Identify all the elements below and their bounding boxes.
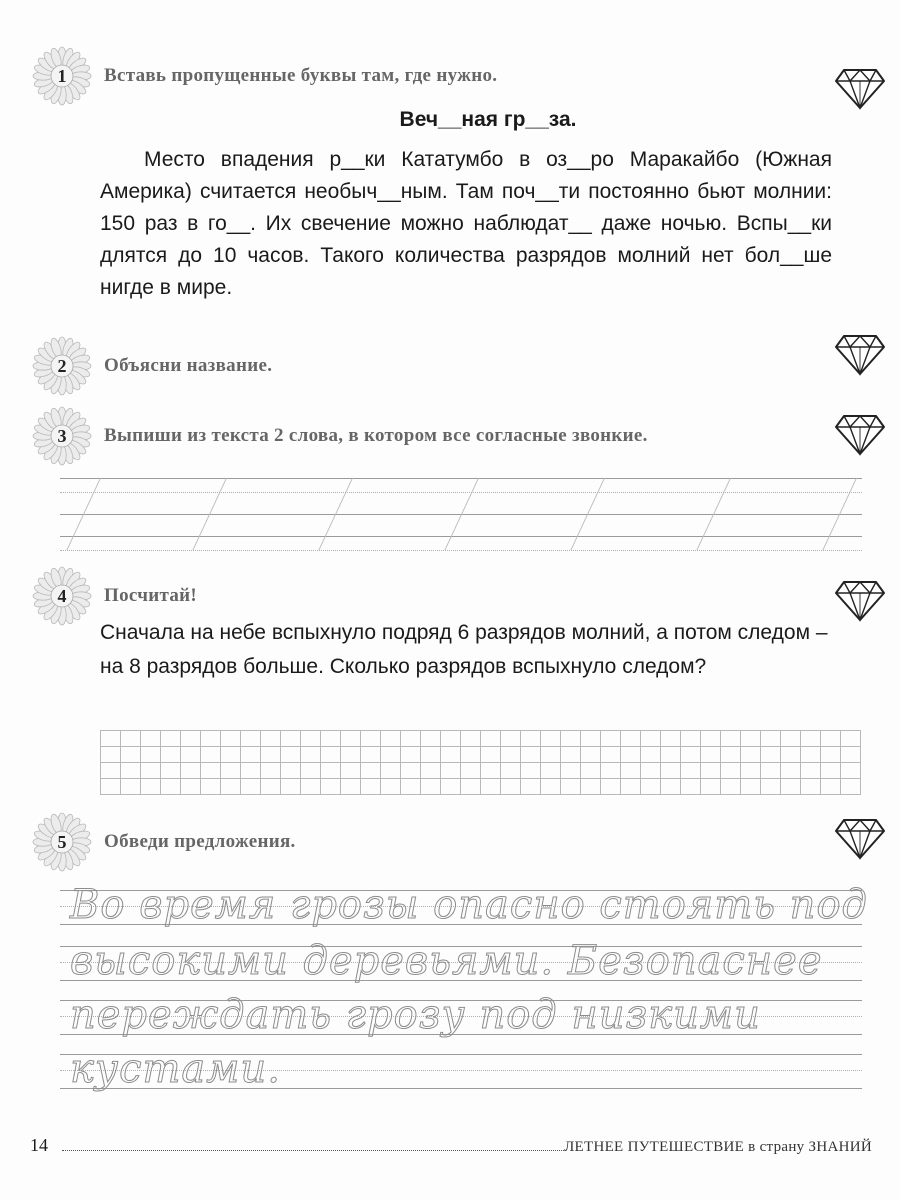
task-5-header xyxy=(22,812,296,872)
task-number: 1 xyxy=(57,65,67,86)
task-number: 3 xyxy=(57,425,67,446)
flower-badge-icon xyxy=(22,406,102,466)
page-number: 14 xyxy=(30,1135,48,1155)
flower-badge-icon xyxy=(22,336,102,396)
text-paragraph: Место впадения р__ки Кататумбо в оз__ро Маракайбо (Южная Америка) считается необыч__ным. Там поч__ти постоянно бьют молнии: 150 раз в го__. Их свечение можно наблюдат__ даже ночью. Вспы__ки длятся до 10 часов. Такого количества разрядов молний нет бол__ше нигде в мире. xyxy=(100,148,832,299)
cursive-trace-line[interactable]: Во время грозы опасно стоять под xyxy=(70,882,868,928)
dotted-leader xyxy=(62,1150,564,1151)
task-title: Объясни название. xyxy=(104,355,273,376)
task-1-header xyxy=(22,46,497,106)
diamond-icon xyxy=(834,66,886,110)
task-title: Вставь пропущенные буквы там, где нужно. xyxy=(104,65,498,86)
text-body xyxy=(100,144,832,304)
text-heading: Веч__ная гр__за. xyxy=(399,108,577,131)
diamond-icon xyxy=(834,816,886,860)
flower-badge-icon xyxy=(22,812,102,872)
task-title: Обведи предложения. xyxy=(104,831,296,852)
book-title: ЛЕТНЕЕ ПУТЕШЕСТВИЕ в страну ЗНАНИЙ xyxy=(564,1139,872,1155)
cursive-trace-line[interactable]: высокими деревьями. Безопаснее xyxy=(70,938,823,984)
page-footer xyxy=(30,1132,872,1156)
task-title: Посчитай! xyxy=(104,585,198,606)
problem-text xyxy=(100,616,840,684)
flower-badge-icon xyxy=(22,566,102,626)
task-2-header xyxy=(22,336,272,396)
cursive-trace-line[interactable]: кустами. xyxy=(70,1046,281,1092)
task-3-header xyxy=(22,406,648,466)
task-number: 4 xyxy=(57,585,67,606)
flower-badge-icon xyxy=(22,46,102,106)
answer-grid[interactable] xyxy=(100,730,861,795)
cursive-trace-line[interactable]: переждать грозу под низкими xyxy=(70,992,761,1038)
task-title: Выпиши из текста 2 слова, в котором все согласные звонкие. xyxy=(104,425,648,446)
diamond-icon xyxy=(834,412,886,456)
diamond-icon xyxy=(834,332,886,376)
diamond-icon xyxy=(834,578,886,622)
writing-lines[interactable] xyxy=(60,478,862,558)
problem-paragraph: Сначала на небе вспыхнуло подряд 6 разрядов молний, а потом следом – на 8 разрядов больше. Сколько разрядов вспыхнуло следом? xyxy=(100,621,828,678)
task-number: 2 xyxy=(57,355,67,376)
task-number: 5 xyxy=(57,831,67,852)
